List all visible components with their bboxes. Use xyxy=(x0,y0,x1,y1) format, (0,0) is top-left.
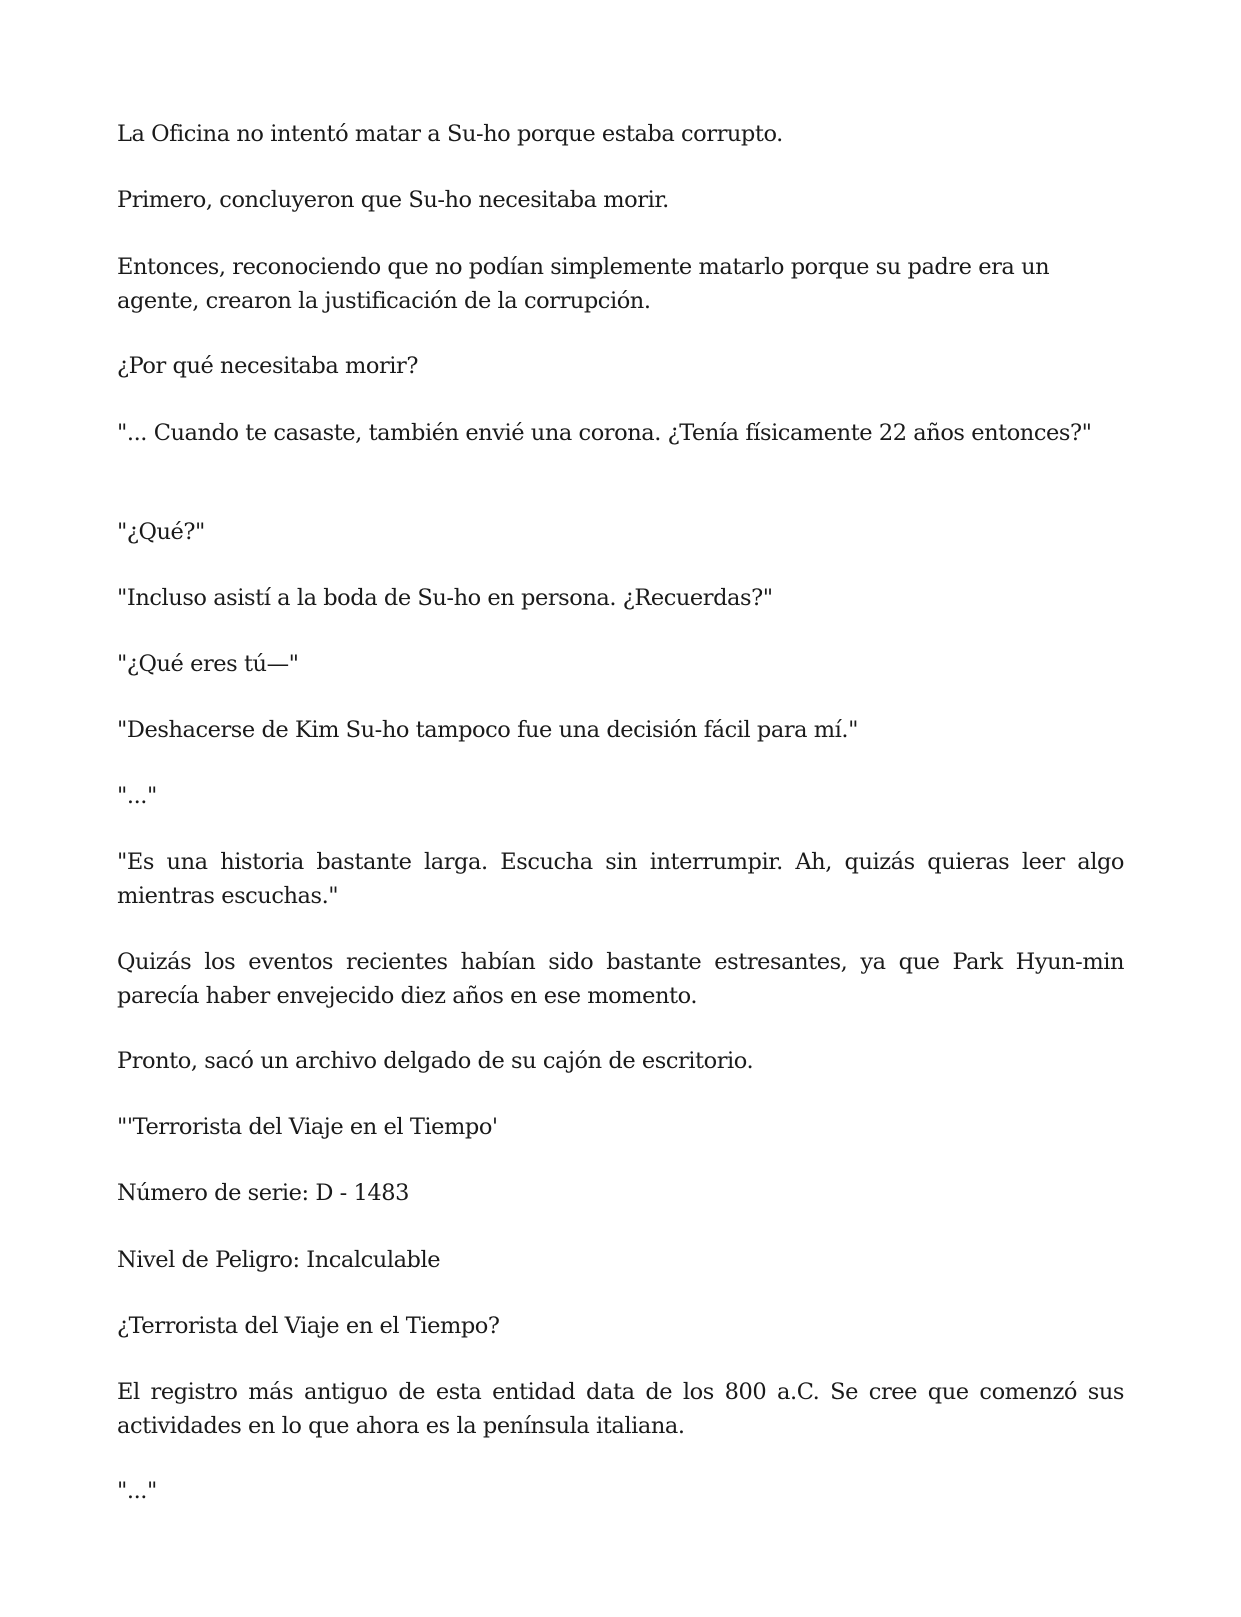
paragraph-14: "'Terrorista del Viaje en el Tiempo' xyxy=(117,1114,498,1140)
paragraph-17: ¿Terrorista del Viaje en el Tiempo? xyxy=(117,1313,500,1339)
paragraph-2: Primero, concluyeron que Su-ho necesitaba morir. xyxy=(117,187,669,213)
paragraph-18: El registro más antiguo de esta entidad data de los 800 a.C. Se cree que comenzó sus actividades en lo que ahora es la península italiana. xyxy=(117,1379,1124,1439)
paragraph-10: "..." xyxy=(117,783,157,809)
paragraph-7: "Incluso asistí a la boda de Su-ho en persona. ¿Recuerdas?" xyxy=(117,585,773,611)
paragraph-12: Quizás los eventos recientes habían sido bastante estresantes, ya que Park Hyun-min parecía haber envejecido diez años en ese momento. xyxy=(117,949,1124,1009)
paragraph-3: Entonces, reconociendo que no podían simplemente matarlo porque su padre era un agente, crearon la justificación de la corrupción. xyxy=(117,254,1050,314)
paragraph-9: "Deshacerse de Kim Su-ho tampoco fue una decisión fácil para mí." xyxy=(117,717,859,743)
paragraph-1: La Oficina no intentó matar a Su-ho porque estaba corrupto. xyxy=(117,121,783,147)
paragraph-4: ¿Por qué necesitaba morir? xyxy=(117,353,418,379)
paragraph-16: Nivel de Peligro: Incalculable xyxy=(117,1247,441,1273)
paragraph-15: Número de serie: D - 1483 xyxy=(117,1180,409,1206)
paragraph-11: "Es una historia bastante larga. Escucha sin interrumpir. Ah, quizás quieras leer algo mientras escuchas." xyxy=(117,849,1124,909)
paragraph-19: "..." xyxy=(117,1478,157,1504)
paragraph-5: "... Cuando te casaste, también envié una corona. ¿Tenía físicamente 22 años entonces?" xyxy=(117,420,1092,446)
paragraph-8: "¿Qué eres tú—" xyxy=(117,651,299,677)
paragraph-6: "¿Qué?" xyxy=(117,519,205,545)
paragraph-13: Pronto, sacó un archivo delgado de su cajón de escritorio. xyxy=(117,1048,754,1074)
